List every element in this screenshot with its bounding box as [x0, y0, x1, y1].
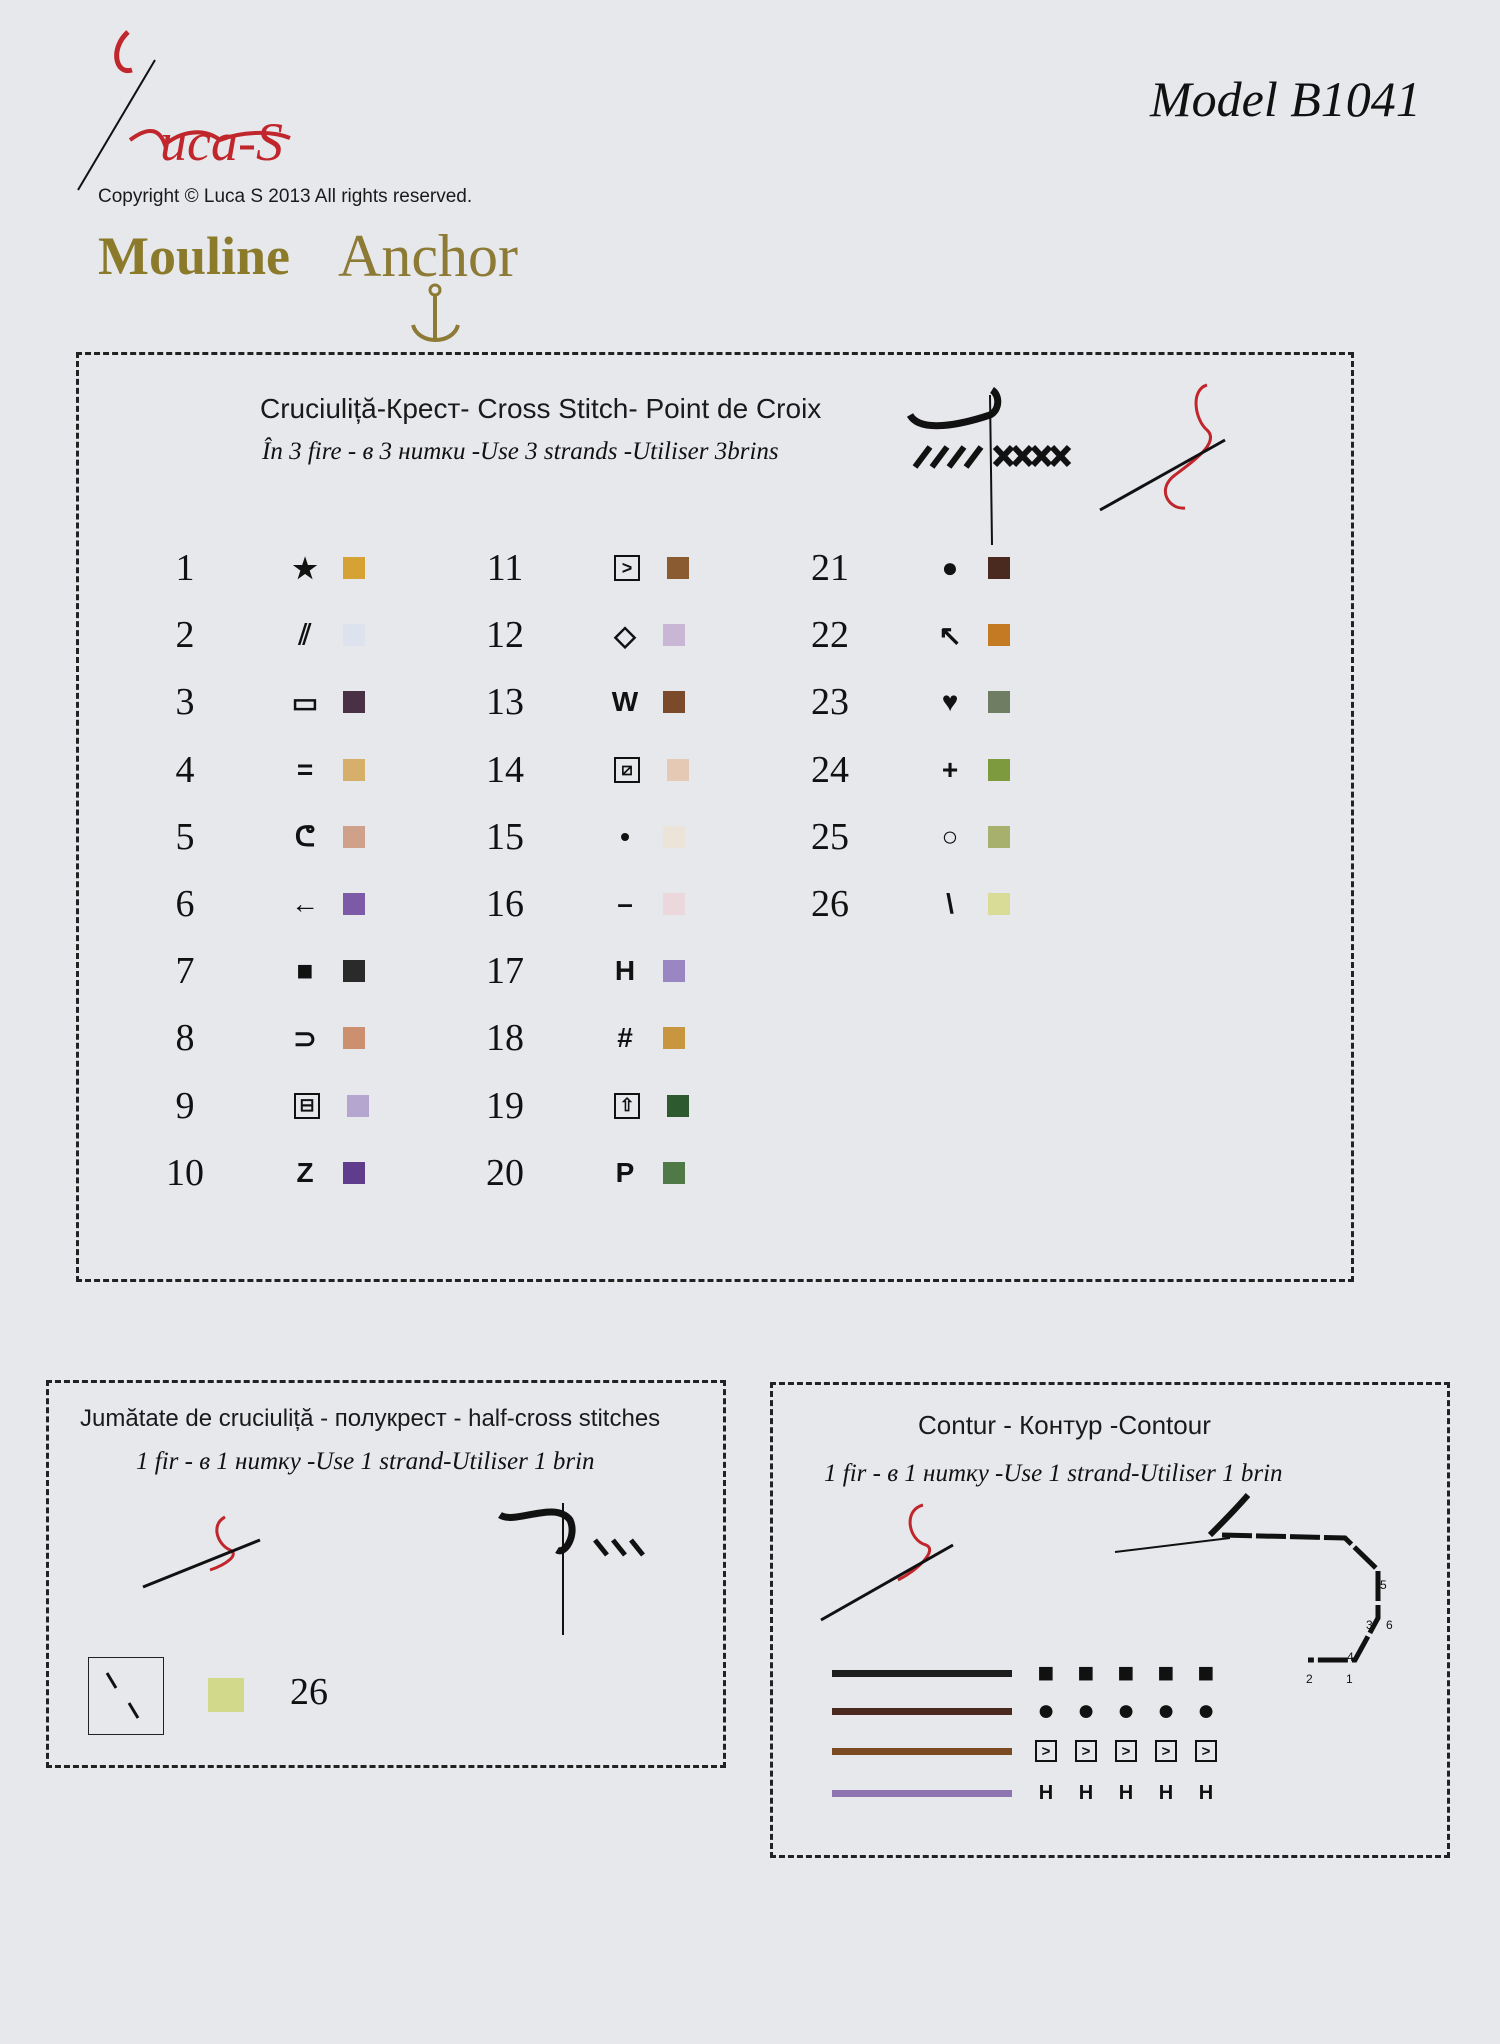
color-swatch: [343, 691, 365, 713]
boxed-greater-than-icon: >: [614, 555, 640, 581]
legend-number: 4: [175, 748, 195, 791]
legend-number: 19: [486, 1084, 524, 1127]
color-swatch: [988, 691, 1010, 713]
color-swatch: [988, 893, 1010, 915]
legend-number: 13: [486, 681, 524, 724]
legend-row: [140, 1018, 365, 1058]
half-cross-symbol-box: [88, 1657, 164, 1735]
backslash-icon: \: [946, 888, 954, 919]
color-swatch: [988, 826, 1010, 848]
w-icon: W: [611, 686, 639, 718]
copyright-text: Copyright © Luca S 2013 All rights reserved.: [98, 186, 473, 207]
superset-icon: ⊃: [293, 1022, 317, 1054]
legend-row: [140, 817, 365, 857]
legend-number: 9: [175, 1084, 195, 1127]
color-swatch: [667, 1095, 689, 1117]
boxed-slash-icon: ⧄: [614, 757, 640, 783]
filled-circle-icon: ●: [1156, 1694, 1176, 1727]
legend-number: 1: [175, 547, 195, 589]
color-swatch: [663, 1027, 685, 1049]
color-swatch: [343, 624, 365, 646]
color-swatch: [663, 624, 685, 646]
color-swatch: [988, 557, 1010, 579]
legend-row: [140, 884, 365, 924]
color-swatch: [343, 1162, 365, 1184]
legend-number: 5: [175, 815, 195, 858]
brand-mouline: Mouline: [98, 226, 291, 286]
h-icon: H: [614, 955, 636, 987]
filled-circle-icon: ●: [1036, 1694, 1056, 1727]
legend-row: [460, 951, 685, 991]
z-icon: Z: [296, 1156, 314, 1188]
legend-number: 6: [175, 883, 195, 925]
legend-row: [140, 548, 365, 588]
legend-number: 22: [811, 614, 849, 657]
color-swatch: [343, 826, 365, 848]
h-icon: H: [1158, 1781, 1174, 1804]
legend-number: 17: [486, 950, 524, 993]
color-swatch: [343, 557, 365, 579]
svg-text:uca-S: uca-S: [160, 112, 283, 172]
contour-line: [832, 1670, 1012, 1677]
filled-square-icon: ■: [1037, 1657, 1055, 1688]
star-icon: ★: [292, 552, 318, 584]
legend-number: 18: [486, 1017, 524, 1060]
legend-row: [785, 817, 1010, 857]
legend-number: 15: [486, 815, 524, 858]
filled-square-icon: ■: [1197, 1657, 1215, 1688]
brand-anchor: Anchor: [338, 223, 518, 289]
hash-icon: #: [617, 1022, 633, 1054]
filled-circle-icon: ●: [1116, 1694, 1136, 1727]
diagram-step-number: 4: [1347, 1650, 1354, 1664]
legend-row: [460, 615, 685, 655]
half-cross-subtitle: 1 fir - в 1 нитку -Use 1 strand-Utiliser 1 brin: [136, 1448, 595, 1475]
contour-subtitle: 1 fir - в 1 нитку -Use 1 strand-Utiliser 1 brin: [824, 1460, 1283, 1487]
legend-row: [785, 615, 1010, 655]
color-swatch: [663, 893, 685, 915]
color-swatch: [343, 759, 365, 781]
boxed-greater-than-icon: >: [1195, 1740, 1217, 1762]
e-hook-icon: ᕦ: [294, 821, 316, 853]
color-swatch: [988, 759, 1010, 781]
contour-line: [832, 1708, 1012, 1715]
legend-number: 24: [811, 748, 849, 791]
filled-circle-icon: ●: [1196, 1694, 1216, 1727]
needle-thread-icon: [140, 1515, 265, 1590]
half-cross-stitch-diagram: [495, 1495, 675, 1640]
heart-icon: ♥: [941, 686, 959, 718]
boxed-greater-than-icon: >: [1115, 1740, 1137, 1762]
luca-s-logo: [70, 20, 370, 200]
open-circle-icon: ○: [941, 820, 959, 852]
color-swatch: [663, 1162, 685, 1184]
legend-number: 7: [175, 950, 195, 993]
diagonal-stripes-icon: ⫽: [298, 618, 312, 650]
left-arrow-icon: ←: [291, 888, 319, 919]
boxed-greater-than-icon: >: [1075, 1740, 1097, 1762]
color-swatch: [667, 759, 689, 781]
legend-number: 23: [811, 681, 849, 724]
half-cross-color-swatch: [208, 1678, 244, 1712]
backslash-icon: [89, 1658, 162, 1733]
legend-row: [785, 884, 1010, 924]
legend-row: [140, 951, 365, 991]
color-swatch: [663, 960, 685, 982]
legend-row: [460, 682, 685, 722]
legend-number: 12: [486, 614, 524, 657]
legend-number: 16: [486, 883, 524, 925]
needle-thread-icon: [818, 1500, 958, 1625]
filled-square-icon: ■: [1077, 1657, 1095, 1688]
legend-row: [140, 1086, 369, 1126]
legend-row: [460, 750, 689, 790]
legend-number: 8: [175, 1017, 195, 1060]
diagram-step-number: 2: [1306, 1672, 1313, 1686]
legend-number: 10: [166, 1151, 204, 1194]
legend-number: 25: [811, 815, 849, 858]
legend-number: 3: [175, 681, 195, 724]
filled-square-icon: ■: [296, 955, 314, 987]
contour-line: [832, 1790, 1012, 1797]
legend-number: 21: [811, 547, 849, 589]
color-swatch: [663, 691, 685, 713]
boxed-equals-icon: ⊟: [294, 1093, 320, 1119]
color-swatch: [343, 893, 365, 915]
color-swatch: [667, 557, 689, 579]
legend-row: [460, 884, 685, 924]
dot-icon: •: [620, 820, 630, 852]
filled-circle-icon: ●: [941, 552, 959, 583]
legend-number: 14: [486, 748, 524, 791]
filled-circle-icon: ●: [1076, 1694, 1096, 1727]
diagram-step-number: 6: [1386, 1618, 1393, 1632]
cross-stitch-diagram: [900, 385, 1100, 545]
legend-row: [460, 1153, 685, 1193]
half-cross-title: Jumătate de cruciuliță - полукрест - half-cross stitches: [80, 1405, 661, 1432]
anchor-icon: [408, 280, 463, 350]
plus-icon: +: [941, 753, 959, 785]
legend-row: [140, 750, 365, 790]
hook-arrow-icon: ↖: [938, 619, 962, 651]
diagram-step-number: 1: [1346, 1672, 1353, 1686]
diagram-step-number: 3: [1366, 1618, 1373, 1632]
color-swatch: [343, 1027, 365, 1049]
cross-stitch-subtitle: În 3 fire - в 3 нитки -Use 3 strands -Utiliser 3brins: [262, 438, 779, 465]
legend-row: [460, 817, 685, 857]
legend-row: [785, 750, 1010, 790]
boxed-greater-than-icon: >: [1035, 1740, 1057, 1762]
legend-row: [140, 1153, 365, 1193]
model-number: Model B1041: [1150, 71, 1421, 127]
dash-icon: –: [617, 888, 633, 919]
color-swatch: [343, 960, 365, 982]
legend-row: [140, 615, 365, 655]
cross-stitch-title: Cruciuliță-Крест- Cross Stitch- Point de Croix: [260, 393, 822, 424]
legend-number: 11: [486, 547, 524, 589]
legend-row: [460, 1018, 685, 1058]
legend-number: 26: [811, 883, 849, 925]
h-icon: H: [1078, 1781, 1094, 1804]
color-swatch: [988, 624, 1010, 646]
boxed-greater-than-icon: >: [1155, 1740, 1177, 1762]
contour-line: [832, 1748, 1012, 1755]
legend-row: [460, 548, 689, 588]
half-filled-rect-icon: ▭: [291, 686, 319, 718]
filled-square-icon: ■: [1157, 1657, 1175, 1688]
h-icon: H: [1118, 1781, 1134, 1804]
equals-icon: =: [296, 753, 314, 785]
half-cross-number: 26: [290, 1671, 328, 1713]
needle-thread-icon: [1095, 380, 1235, 515]
h-icon: H: [1038, 1781, 1054, 1804]
p-icon: P: [615, 1156, 635, 1188]
legend-row: [785, 682, 1010, 722]
diamond-icon: ◇: [614, 619, 636, 651]
filled-square-icon: ■: [1117, 1657, 1135, 1688]
legend-row: [785, 548, 1010, 588]
diagram-step-number: 5: [1380, 1578, 1387, 1592]
color-swatch: [663, 826, 685, 848]
color-swatch: [347, 1095, 369, 1117]
boxed-up-arrow-icon: ⇧: [614, 1093, 640, 1119]
legend-number: 2: [175, 614, 195, 657]
contour-title: Contur - Контур -Contour: [918, 1410, 1211, 1440]
legend-number: 20: [486, 1151, 524, 1194]
legend-row: [460, 1086, 689, 1126]
h-icon: H: [1198, 1781, 1214, 1804]
legend-row: [140, 682, 365, 722]
